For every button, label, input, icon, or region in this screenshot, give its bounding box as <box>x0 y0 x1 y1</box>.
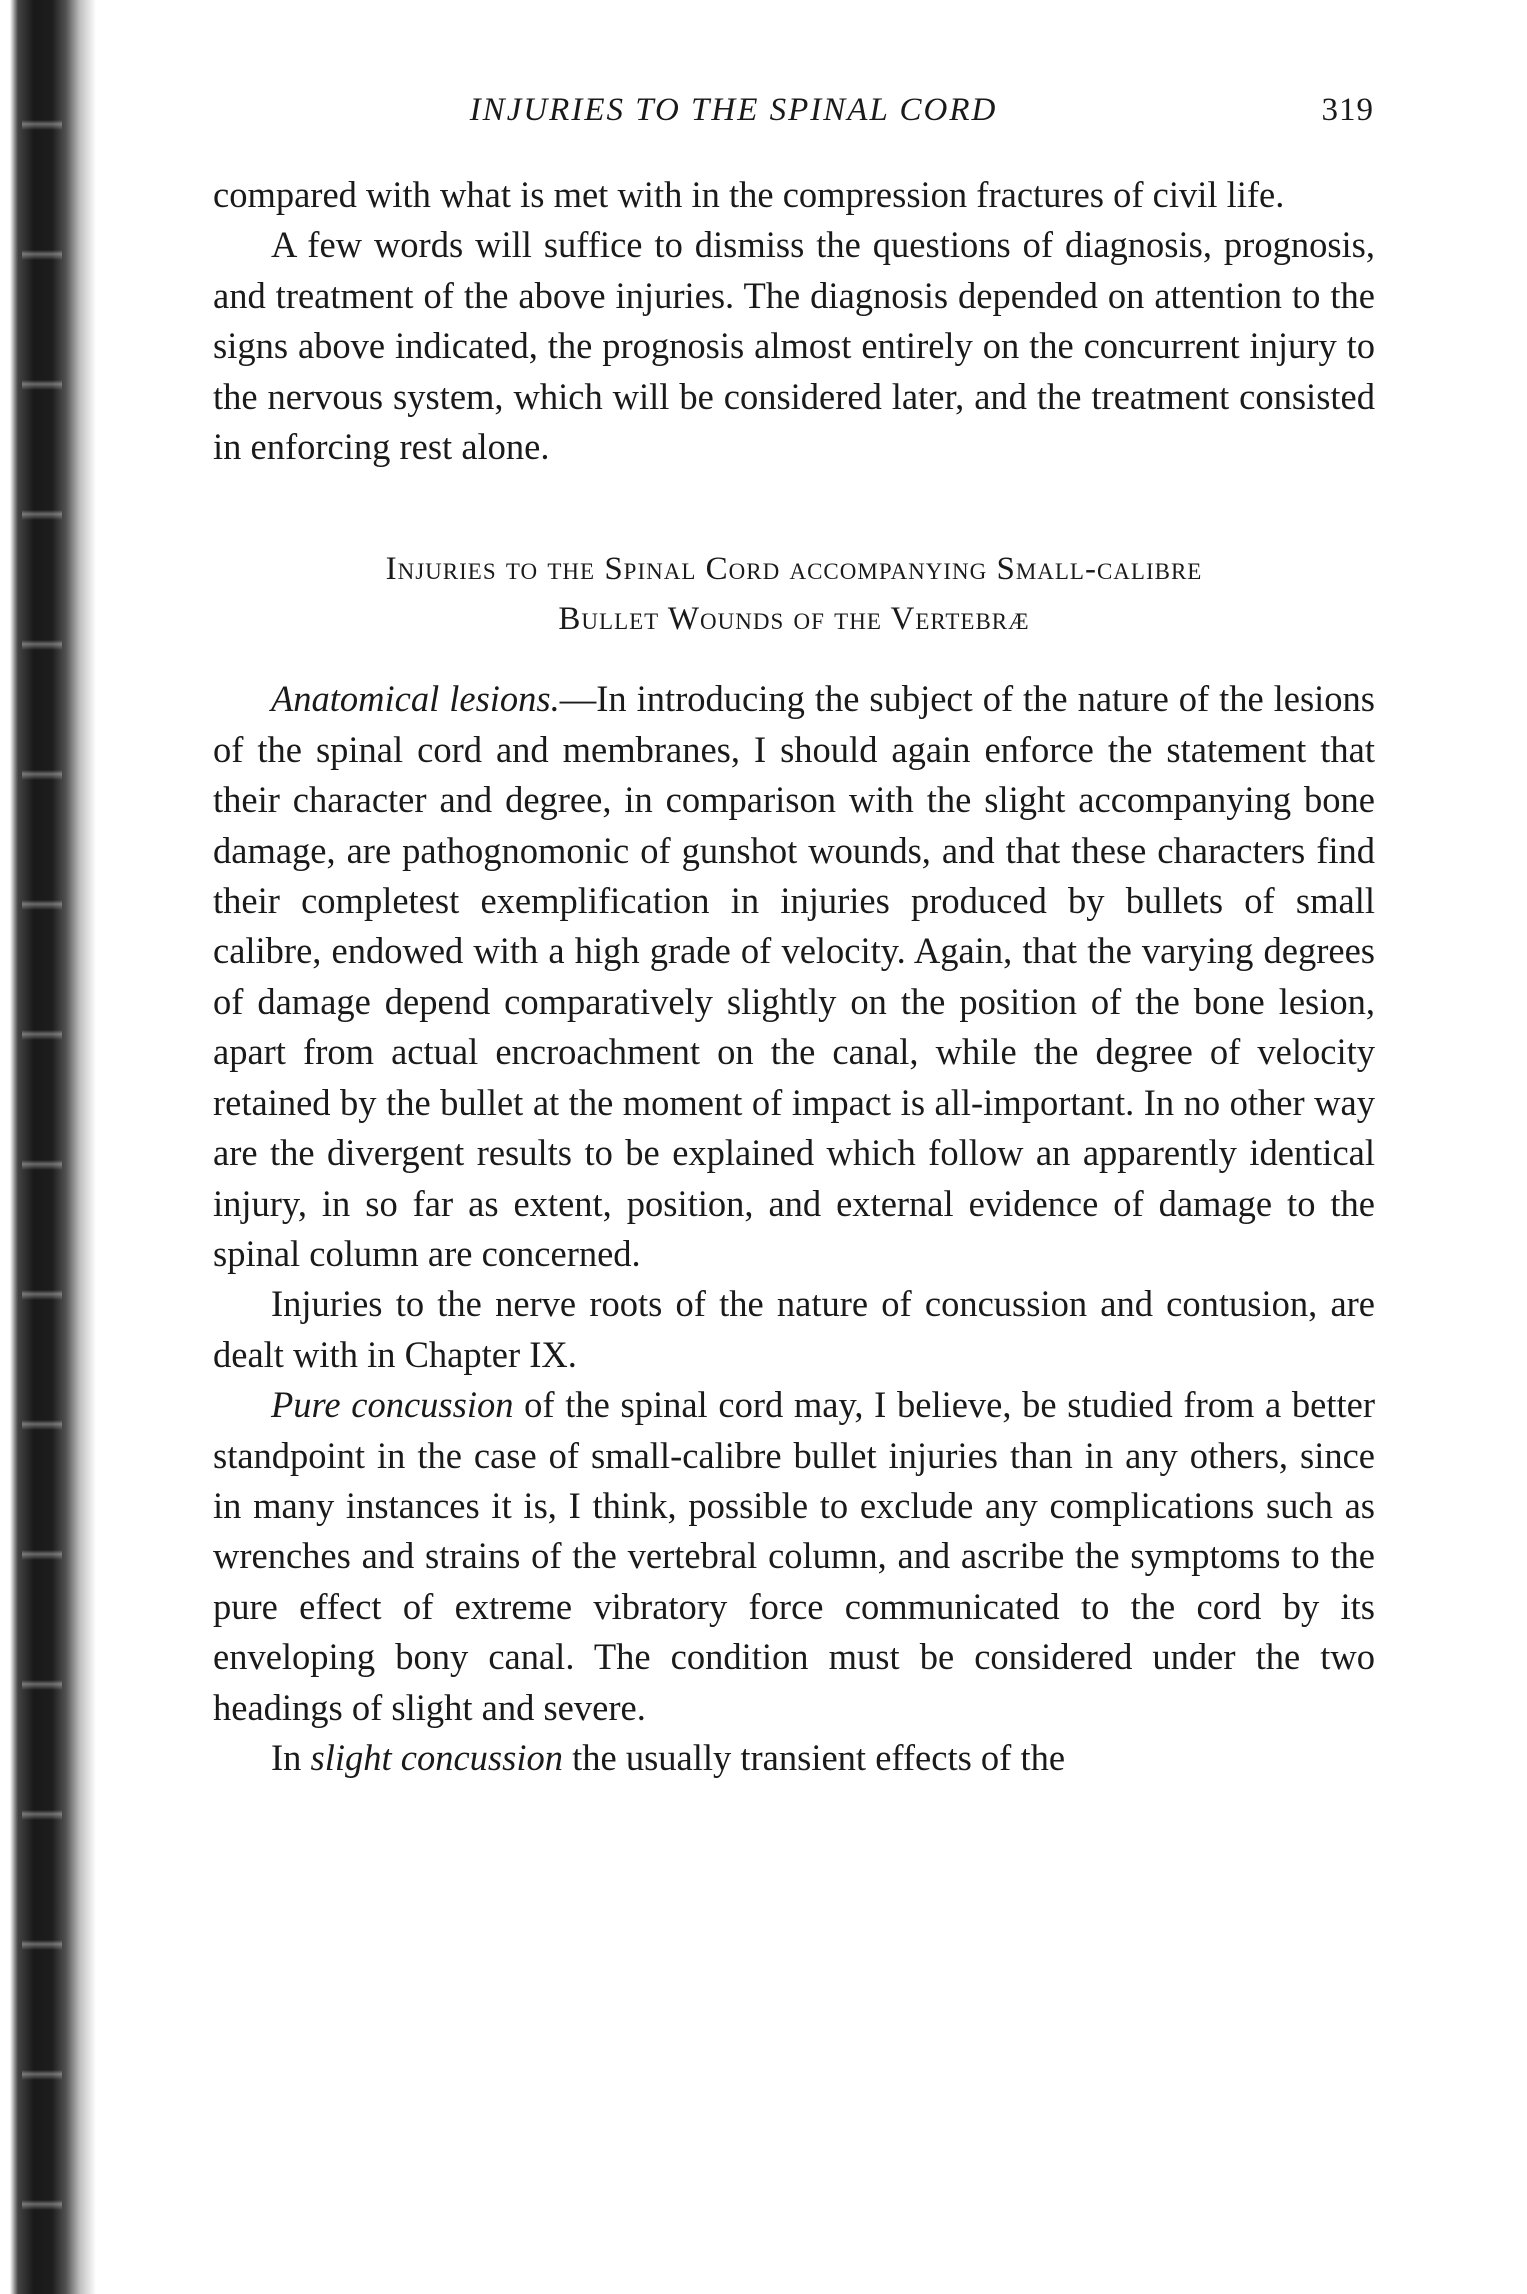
paragraph-continuation: compared with what is met with in the compression fractures of civil life. <box>213 174 1285 215</box>
paragraph-pure-concussion <box>213 1380 1375 1733</box>
running-title: INJURIES TO THE SPINAL CORD <box>469 92 998 128</box>
running-head <box>213 92 1374 132</box>
anatomical-lesions-body: —In introducing the subject of the nature of the lesions of the spinal cord and membranes, I should again enforce the statement that their character and degree, in comparison with the slight accompanying bone damage, are pathognomonic of gunshot wounds, and that these characters find their completest exemplification in injuries produced by bullets of small calibre, endowed with a high grade of velocity. Again, that the varying degrees of damage depend comparatively slightly on the position of the bone lesion, apart from actual encroachment on the canal, while the degree of velocity retained by the bullet at the moment of impact is all-important. In no other way are the divergent results to be explained which follow an apparently identical injury, in so far as extent, position, and external evidence of damage to the spinal column are concerned. <box>213 678 1375 1274</box>
paragraph-diagnosis: A few words will suffice to dismiss the questions of diagnosis, prognosis, and treatment of the above injuries. The diagnosis depended on attention to the signs above indicated, the prognosis almost entirely on the concurrent injury to the nervous system, which will be considered later, and the treatment consisted in enforcing rest alone. <box>213 224 1375 468</box>
paragraph-nerve-roots: Injuries to the nerve roots of the nature of concussion and contusion, are dealt with in Chapter IX. <box>213 1283 1375 1375</box>
body-text <box>213 170 1375 1783</box>
slight-concussion-lead: slight concussion <box>310 1736 563 1778</box>
pure-concussion-lead: Pure concussion <box>271 1384 514 1426</box>
slight-concussion-body: the usually transient effects of the <box>562 1736 1066 1778</box>
binding-shadow <box>0 0 96 2294</box>
anatomical-lesions-lead: Anatomical lesions. <box>271 678 560 720</box>
section-heading-line-1: Injuries to the Spinal Cord accompanying Small-calibre <box>385 551 1203 588</box>
section-heading-line-2: Bullet Wounds of the Vertebræ <box>558 601 1030 638</box>
paragraph-slight-concussion <box>213 1733 1375 1783</box>
pure-concussion-body: of the spinal cord may, I believe, be studied from a better standpoint in the case of small-calibre bullet injuries than in any others, since in many instances it is, I think, possible to exclude any complications such as wrenches and strains of the vertebral column, and ascribe the symptoms to the pure effect of extreme vibratory force communicated to the cord by its enveloping bony canal. The condition must be considered under the two headings of slight and severe. <box>213 1384 1376 1728</box>
paragraph-anatomical-lesions <box>213 674 1375 1279</box>
section-heading <box>213 544 1375 644</box>
slight-concussion-prefix: In <box>271 1736 311 1778</box>
page-number: 319 <box>1321 92 1374 128</box>
